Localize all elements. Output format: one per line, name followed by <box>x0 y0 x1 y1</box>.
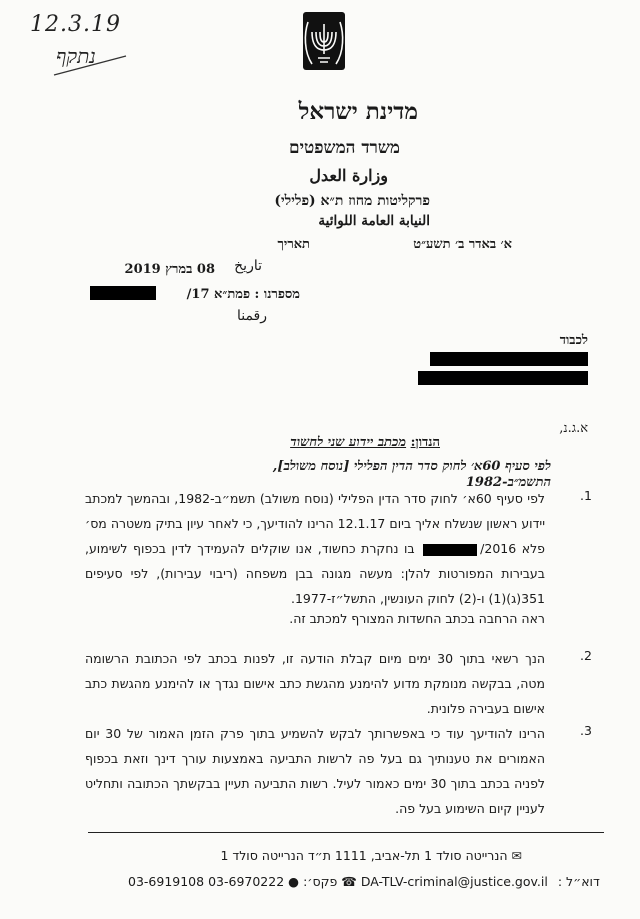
footer-email: DA-TLV-criminal@justice.gov.il <box>360 874 548 889</box>
date-label: תאריך <box>277 237 310 252</box>
date-value: 08 במרץ 2019 <box>124 262 215 277</box>
subject-prefix: הנדון: <box>410 435 440 450</box>
handwritten-underline <box>50 50 130 80</box>
paragraph-3-number: .3 <box>580 723 592 738</box>
footer-contact-line <box>128 874 600 889</box>
paragraph-1-text-b: בו נחקרת כחשוד, אנו שוקלים להעמידך לדין בכפוף לשימוע, בעבירות המפורטות להלן: מעשה מגונה בבן משפחה (ריבוי עבירות), לפי סעיפים 351(ג)(1) ו-(2) לחוק העונשין, התשל״ז-1977. <box>85 541 545 606</box>
handwritten-note: נתקף <box>56 44 96 68</box>
redacted-case-number <box>423 544 477 556</box>
footer-fax-label: פקס׳: <box>303 874 338 889</box>
envelope-icon: ✉ <box>511 848 522 863</box>
emblem-icon <box>300 10 348 74</box>
ministry-title-ar: وزارة العدل <box>309 166 388 185</box>
state-title: מדינת ישראל <box>298 98 418 125</box>
handwritten-date: 12.3.19 <box>30 12 121 37</box>
reference-label: מספרנו : פמת״א 17/ <box>186 287 300 302</box>
footer-address: הנרייטה סולד 1 תל-אביב, 1111 ת״ד הנרייטה סולד 1 <box>220 848 508 863</box>
footer-phone: 03-6970222 <box>208 874 285 889</box>
paragraph-2-number: .2 <box>580 648 592 663</box>
subject-text: מכתב יידוע שני לחשוד <box>290 435 407 450</box>
recipient-label: לכבוד <box>559 333 588 348</box>
redacted-reference <box>90 286 156 300</box>
phone-icon: ☎ <box>341 874 357 889</box>
subject-line-1 <box>290 434 440 450</box>
date-label-ar: تاريخ <box>234 258 262 274</box>
department-ar: النيابة العامة اللوائية <box>318 213 430 229</box>
footer-fax: 03-6919108 <box>128 874 205 889</box>
paragraph-1-text-a: לפי סעיף 60א׳ לחוק סדר הדין הפלילי (נוסח משולב) תשמ״ב-1982, ובהמשך למכתב יידוע ראשון שנשלח אליך ביום 12.1.17 הרינו להודיעך, כי לאחר עיון בתיק משטרה מס׳ פלא 2016/ <box>85 491 545 556</box>
date-value-he: א׳ באדר ב׳ תשע״ט <box>413 237 512 252</box>
paragraph-1-number: .1 <box>580 488 592 503</box>
greeting: א.ג.נ, <box>559 421 588 436</box>
fax-icon: ● <box>288 874 300 889</box>
paragraph-1 <box>85 486 545 611</box>
ministry-title-he: משרד המשפטים <box>288 138 400 158</box>
redacted-recipient-address <box>418 371 588 385</box>
paragraph-1-addendum: ראה הרחבה בכתב החשדות המצורף למכתב זה. <box>289 611 545 626</box>
reference-label-ar: رقمنا <box>236 308 267 324</box>
footer-email-label: דוא״ל : <box>557 874 600 889</box>
redacted-recipient-name <box>430 352 588 366</box>
subject-line-2: לפי סעיף 60א׳ לחוק סדר הדין הפלילי [נוסח משולב], התשמ״ב-1982 <box>272 459 551 490</box>
footer-address-line <box>220 848 522 863</box>
department-he: פרקליטות מחוז ת״א (פלילי) <box>274 193 430 209</box>
paragraph-3: הרינו להודיעך עוד כי באפשרותך לבקש להשמיע בתוך פרק הזמן האמור של 30 יום האמורים את טענותיך גם בעל פה לרשות התביעה באמצעות עורך דינך וזאת בכפוף לפניה בכתב בתוך 30 ימים כאמור לעיל. רשות התביעה תעיין בבקשתך הכתובה ותחליט לעניין קיום השימוע בעל פה. <box>85 726 545 816</box>
paragraph-2: הנך רשאי בתוך 30 ימים מיום קבלת הודעה זו, לפנות בכתב לפי הכתובת הרשומה מטה, בבקשה מנומקת מדוע להימנע מהגשת כתב אישום נגדך או להימנע מהגשת כתב אישום בעבירה פלונית. <box>85 651 546 716</box>
footer-divider <box>88 832 604 833</box>
